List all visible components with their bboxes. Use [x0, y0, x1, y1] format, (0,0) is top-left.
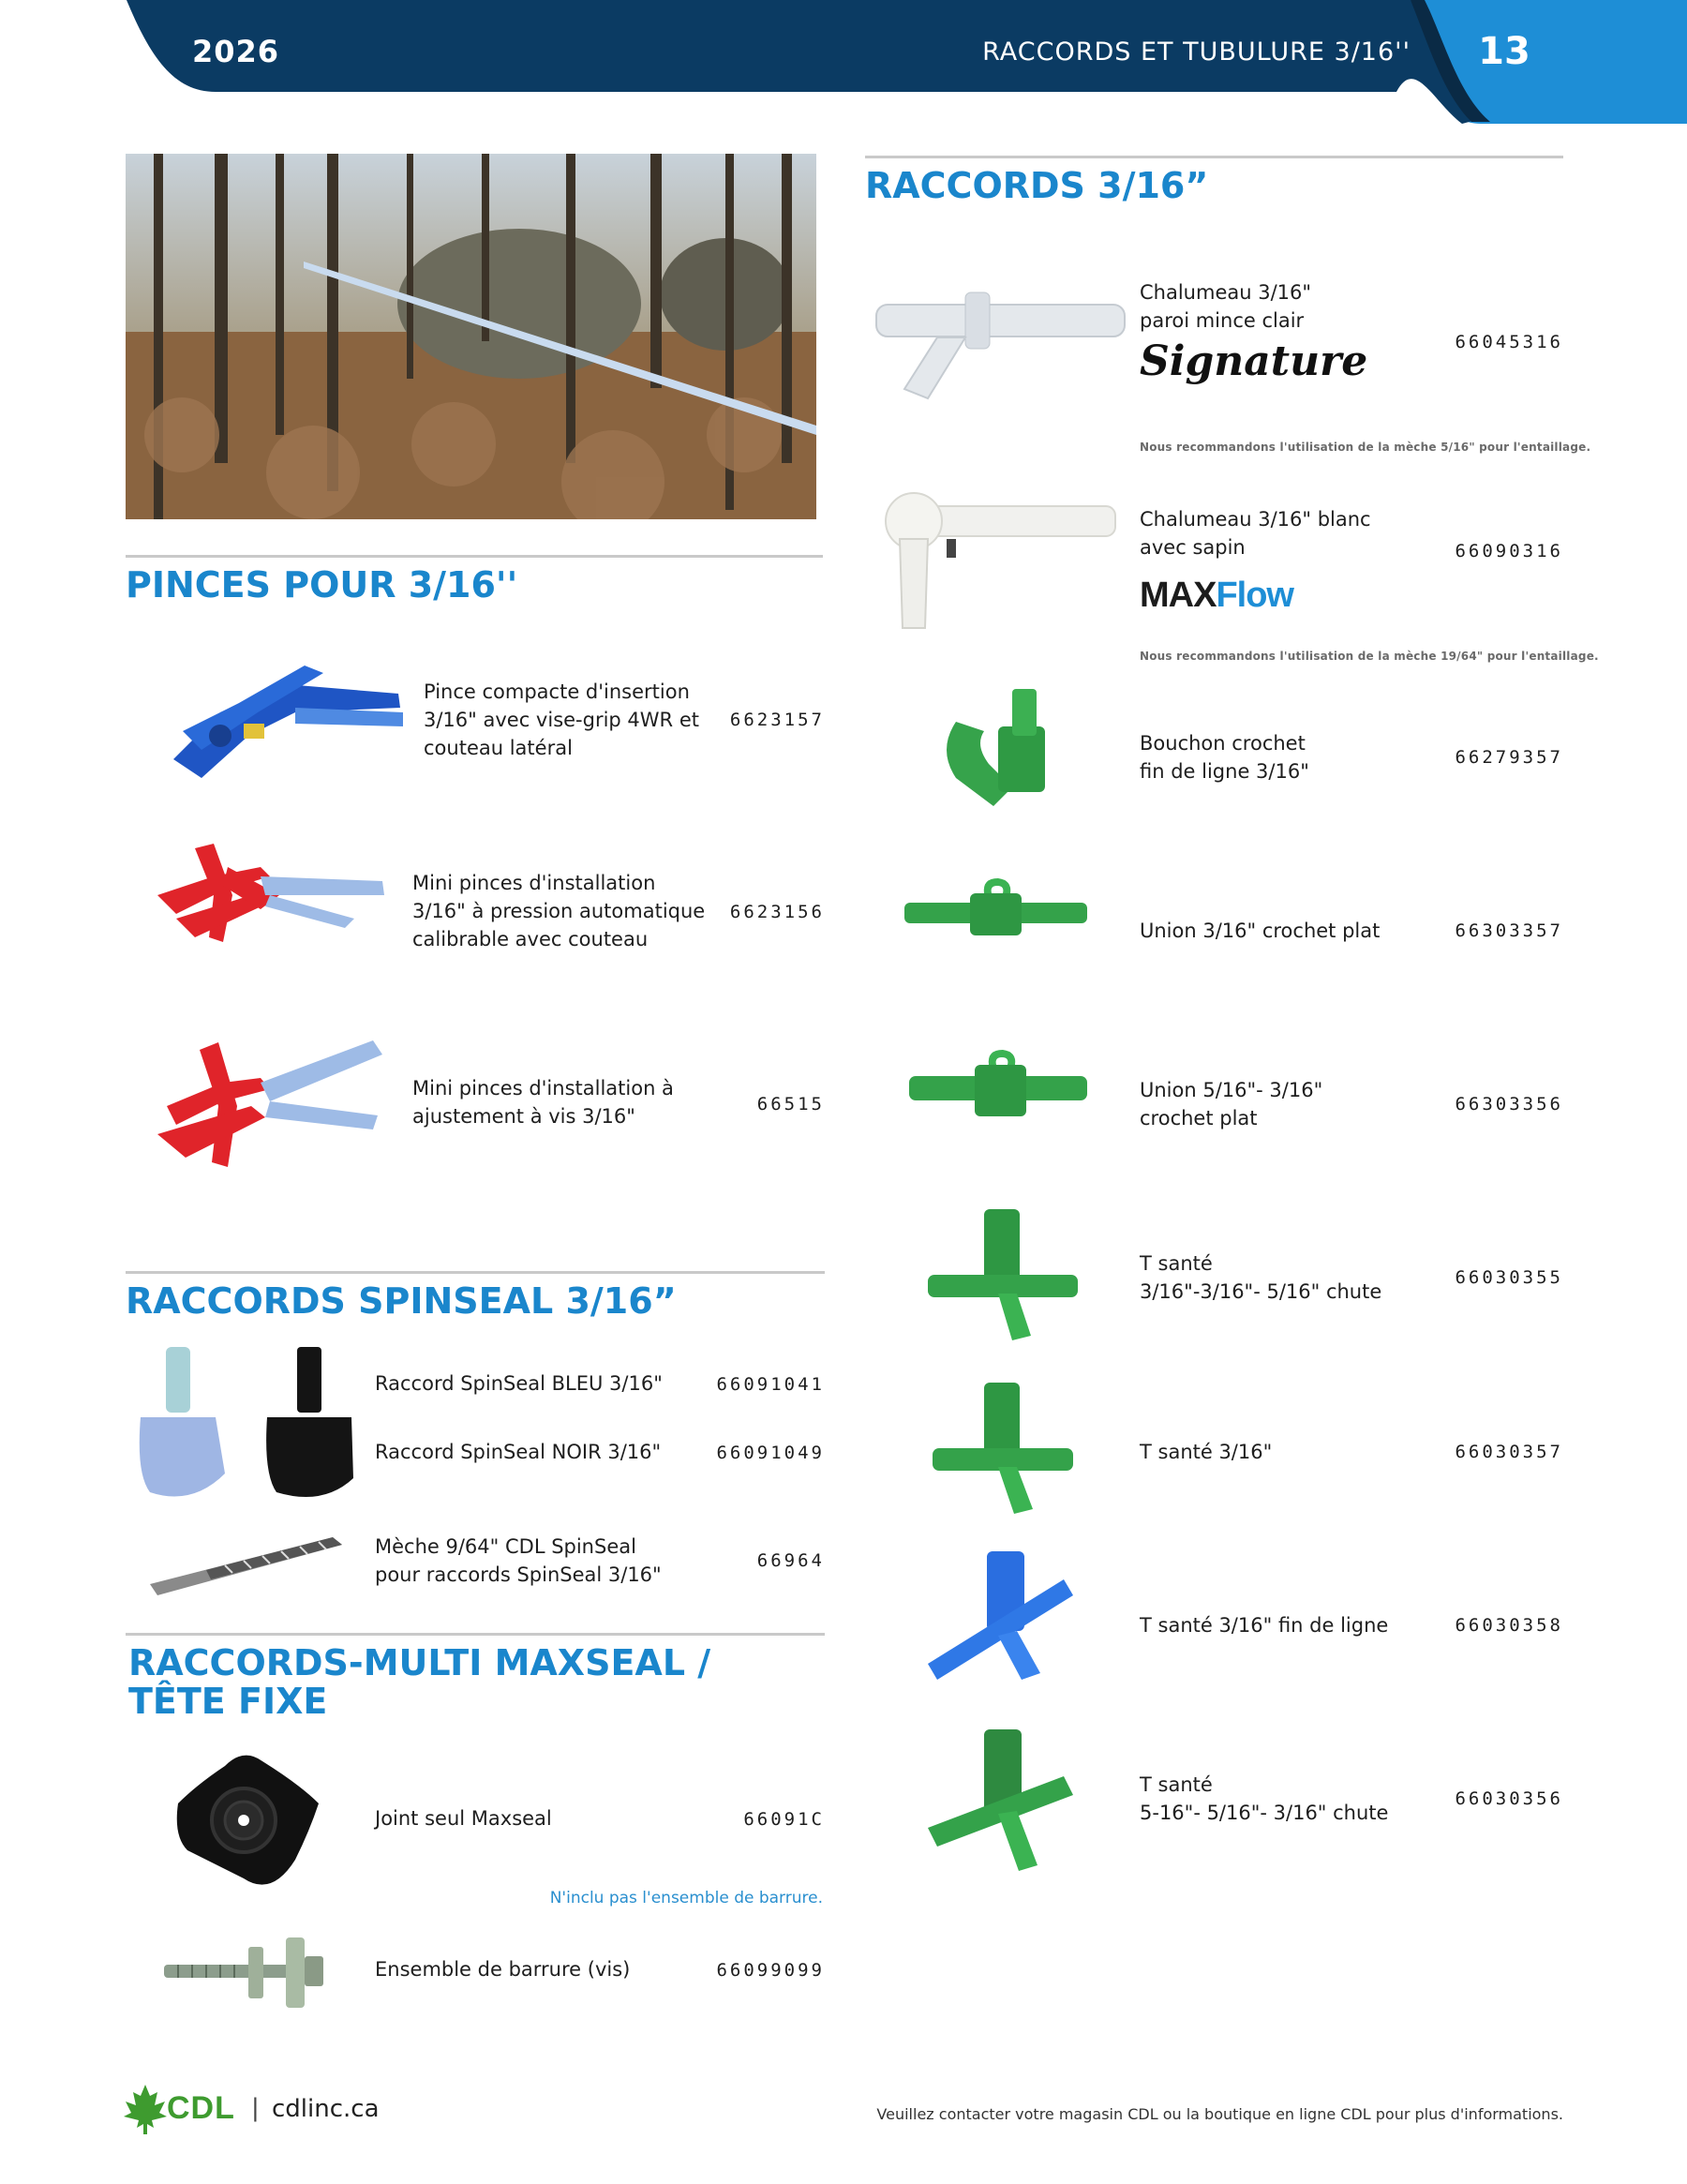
pince-1-desc [424, 678, 699, 762]
desc-line: avec sapin [1140, 536, 1246, 559]
raccord-1-desc [1140, 278, 1311, 335]
raccord-4-code: 66303357 [1455, 920, 1563, 941]
pinces-rule [126, 555, 823, 558]
footer-url-link[interactable]: cdlinc.ca [272, 2095, 380, 2123]
raccord-3-code: 66279357 [1455, 747, 1563, 768]
desc-line: couteau latéral [424, 737, 573, 759]
raccord-4-desc: Union 3/16" crochet plat [1140, 920, 1381, 942]
pince-3-code: 66515 [756, 1094, 825, 1114]
footer-separator: | [251, 2094, 260, 2122]
green-union-reducer-image [904, 1048, 1092, 1128]
raccord-8-code: 66030358 [1455, 1615, 1563, 1636]
desc-line: Mini pinces d'installation à [412, 1077, 674, 1099]
white-spout-image [876, 487, 1120, 637]
maxseal-joint-image [169, 1747, 323, 1897]
red-pliers-image [148, 1031, 392, 1181]
spinseal-3-desc [375, 1533, 662, 1589]
maxseal-1-code: 66091C [743, 1809, 825, 1830]
maxseal-1-desc: Joint seul Maxseal [375, 1807, 552, 1830]
raccord-2-note: Nous recommandons l'utilisation de la mèche 19/64" pour l'entaillage. [1140, 650, 1599, 663]
pinces-title: PINCES POUR 3/16'' [126, 564, 518, 606]
raccord-8-desc: T santé 3/16" fin de ligne [1140, 1614, 1389, 1637]
blue-pliers-image [164, 656, 408, 787]
raccord-5-code: 66303356 [1455, 1094, 1563, 1114]
desc-line: Mini pinces d'installation [412, 872, 656, 894]
desc-line: crochet plat [1140, 1107, 1258, 1129]
desc-line: Mèche 9/64" CDL SpinSeal [375, 1535, 636, 1558]
maxflow-brand-part1: MAX [1140, 576, 1217, 615]
green-tee-image [928, 1378, 1078, 1518]
raccords-rule [865, 156, 1563, 158]
green-union-image [900, 876, 1092, 947]
raccord-2-code: 66090316 [1455, 541, 1563, 561]
raccord-1-note: Nous recommandons l'utilisation de la mèche 5/16" pour l'entaillage. [1140, 441, 1591, 454]
raccord-6-code: 66030355 [1455, 1267, 1563, 1288]
raccord-9-desc [1140, 1771, 1388, 1827]
pince-2-desc [412, 869, 705, 953]
page-number: 13 [1478, 30, 1530, 73]
green-hook-cap-image [937, 684, 1059, 815]
spinseal-rule [126, 1271, 825, 1274]
raccord-6-desc [1140, 1249, 1381, 1306]
raccord-2-desc [1140, 505, 1371, 561]
maxseal-note: N'inclu pas l'ensemble de barrure. [549, 1889, 823, 1907]
spinseal-2-desc: Raccord SpinSeal NOIR 3/16" [375, 1441, 662, 1463]
cdl-maple-leaf-icon [124, 2083, 167, 2135]
raccord-9-code: 66030356 [1455, 1788, 1563, 1809]
desc-line: fin de ligne 3/16" [1140, 760, 1309, 783]
maxseal-2-desc: Ensemble de barrure (vis) [375, 1958, 631, 1981]
desc-line: T santé [1140, 1773, 1213, 1796]
title-line: RACCORDS-MULTI MAXSEAL / [128, 1642, 711, 1683]
raccord-3-desc [1140, 729, 1309, 785]
maxseal-title [128, 1644, 710, 1721]
desc-line: Chalumeau 3/16" blanc [1140, 508, 1371, 531]
blue-tee-image [923, 1547, 1078, 1687]
spinseal-fittings-image [136, 1342, 361, 1503]
spinseal-1-code: 66091041 [716, 1374, 825, 1395]
spinseal-2-code: 66091049 [716, 1443, 825, 1463]
spinseal-3-code: 66964 [756, 1550, 825, 1571]
forest-tubing-photo [126, 154, 816, 519]
desc-line: 5-16"- 5/16"- 3/16" chute [1140, 1802, 1389, 1824]
raccord-1-code: 66045316 [1455, 332, 1563, 352]
desc-line: paroi mince clair [1140, 309, 1305, 332]
desc-line: 3/16" avec vise-grip 4WR et [424, 709, 699, 731]
header-title: RACCORDS ET TUBULURE 3/16'' [982, 37, 1411, 67]
spinseal-1-desc: Raccord SpinSeal BLEU 3/16" [375, 1372, 663, 1395]
maxseal-2-code: 66099099 [716, 1960, 825, 1981]
maxseal-rule [126, 1633, 825, 1636]
drill-bit-image [150, 1528, 347, 1603]
title-line: TÊTE FIXE [128, 1681, 328, 1722]
pince-3-desc [412, 1074, 674, 1130]
raccord-5-desc [1140, 1076, 1322, 1132]
green-tee-image [923, 1204, 1082, 1345]
cdl-logo-text: CDL [167, 2090, 235, 2126]
desc-line: T santé [1140, 1252, 1213, 1275]
desc-line: Bouchon crochet [1140, 732, 1306, 755]
raccord-7-desc: T santé 3/16" [1140, 1441, 1273, 1463]
spinseal-title: RACCORDS SPINSEAL 3/16” [126, 1280, 677, 1322]
green-tee-image [923, 1725, 1078, 1875]
desc-line: calibrable avec couteau [412, 928, 649, 950]
pince-1-code: 6623157 [729, 710, 825, 730]
desc-line: Chalumeau 3/16" [1140, 281, 1312, 304]
pince-2-code: 6623156 [729, 902, 825, 922]
header-year: 2026 [192, 34, 280, 69]
desc-line: Pince compacte d'insertion [424, 681, 690, 703]
desc-line: pour raccords SpinSeal 3/16" [375, 1563, 662, 1586]
desc-line: Union 5/16"- 3/16" [1140, 1079, 1323, 1101]
footer-contact: Veuillez contacter votre magasin CDL ou la boutique en ligne CDL pour plus d'informations. [876, 2105, 1563, 2123]
red-pliers-image [148, 839, 392, 951]
signature-brand-logo: Signature [1140, 337, 1368, 385]
desc-line: 3/16" à pression automatique [412, 900, 706, 922]
maxflow-brand-logo [1140, 576, 1293, 616]
barrure-screw-image [159, 1933, 328, 2012]
raccord-7-code: 66030357 [1455, 1442, 1563, 1462]
raccords-title: RACCORDS 3/16” [865, 165, 1209, 206]
maxflow-brand-part2: Flow [1216, 576, 1293, 615]
clear-spout-image [872, 281, 1129, 412]
desc-line: 3/16"-3/16"- 5/16" chute [1140, 1280, 1382, 1303]
desc-line: ajustement à vis 3/16" [412, 1105, 635, 1128]
